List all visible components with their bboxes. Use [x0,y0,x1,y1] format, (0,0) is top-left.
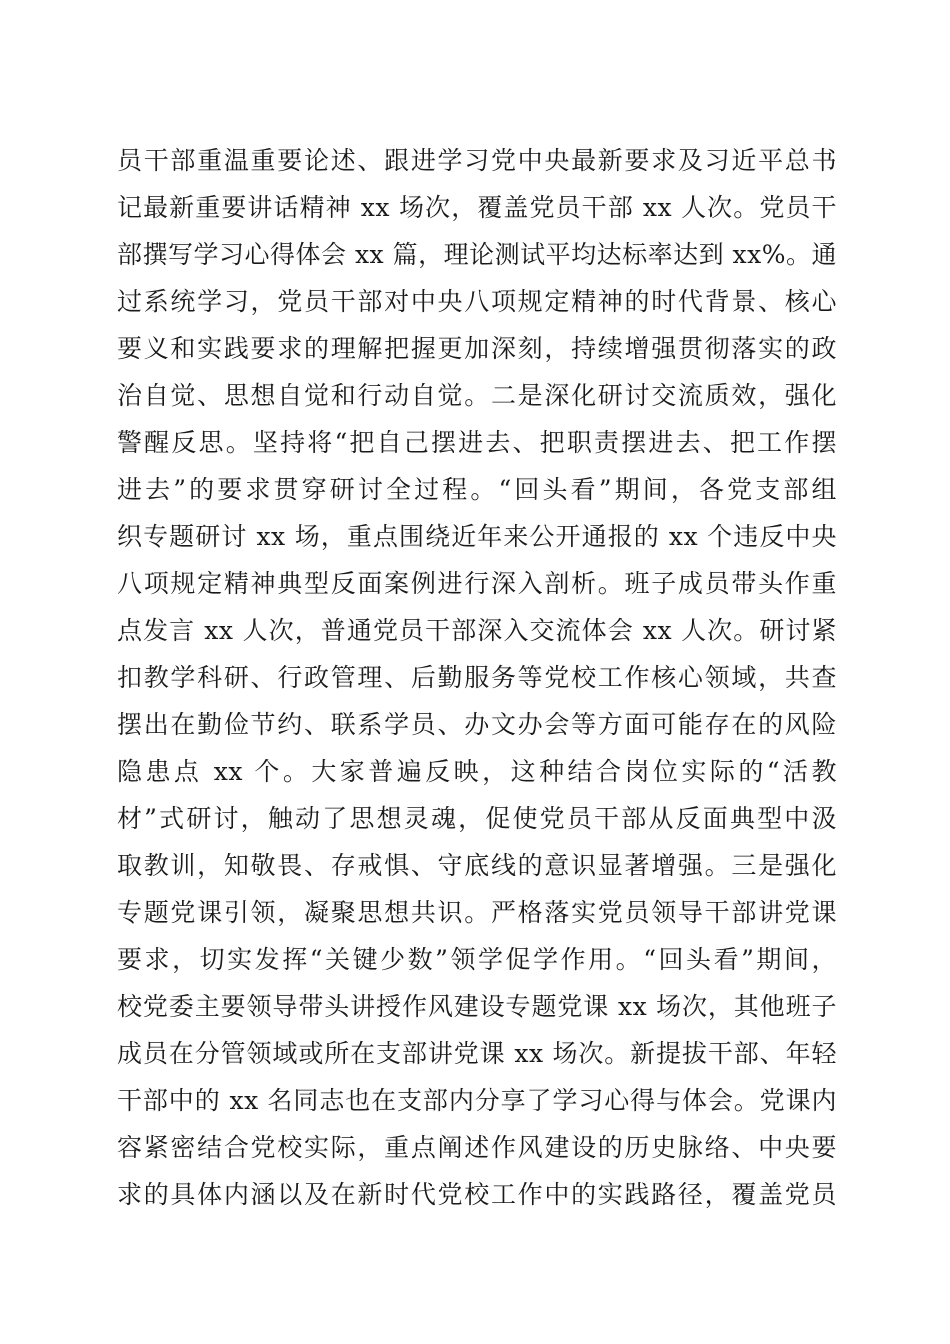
body-paragraph [117,137,837,1218]
text-line: 干部中的 xx 名同志也在支部内分享了学习心得与体会。党课内 [117,1086,837,1115]
text-line: 扣教学科研、行政管理、后勤服务等党校工作核心领域，共查 [117,663,837,692]
text-line: 校党委主要领导带头讲授作风建设专题党课 xx 场次，其他班子 [117,992,837,1021]
text-line: 部撰写学习心得体会 xx 篇，理论测试平均达标率达到 xx%。通 [117,240,837,269]
text-line: 专题党课引领，凝聚思想共识。严格落实党员领导干部讲党课 [117,898,837,927]
text-line: 八项规定精神典型反面案例进行深入剖析。班子成员带头作重 [117,569,837,598]
text-line: 治自觉、思想自觉和行动自觉。二是深化研讨交流质效，强化 [117,381,837,410]
text-line: 警醒反思。坚持将“把自己摆进去、把职责摆进去、把工作摆 [117,428,837,457]
text-line: 摆出在勤俭节约、联系学员、办文办会等方面可能存在的风险 [117,710,837,739]
text-line: 记最新重要讲话精神 xx 场次，覆盖党员干部 xx 人次。党员干 [117,193,837,222]
text-line: 成员在分管领域或所在支部讲党课 xx 场次。新提拔干部、年轻 [117,1039,837,1068]
text-line: 进去”的要求贯穿研讨全过程。“回头看”期间，各党支部组 [117,475,837,504]
text-line: 容紧密结合党校实际，重点阐述作风建设的历史脉络、中央要 [117,1133,837,1162]
text-line: 隐患点 xx 个。大家普遍反映，这种结合岗位实际的“活教 [117,757,837,786]
text-line: 过系统学习，党员干部对中央八项规定精神的时代背景、核心 [117,287,837,316]
text-line: 织专题研讨 xx 场，重点围绕近年来公开通报的 xx 个违反中央 [117,522,837,551]
text-line: 点发言 xx 人次，普通党员干部深入交流体会 xx 人次。研讨紧 [117,616,837,645]
text-line: 材”式研讨，触动了思想灵魂，促使党员干部从反面典型中汲 [117,804,837,833]
text-line: 取教训，知敬畏、存戒惧、守底线的意识显著增强。三是强化 [117,851,837,880]
text-line: 求的具体内涵以及在新时代党校工作中的实践路径，覆盖党员 [117,1180,837,1209]
text-line: 员干部重温重要论述、跟进学习党中央最新要求及习近平总书 [117,146,837,175]
text-line: 要求，切实发挥“关键少数”领学促学作用。“回头看”期间， [117,945,837,974]
text-line: 要义和实践要求的理解把握更加深刻，持续增强贯彻落实的政 [117,334,837,363]
